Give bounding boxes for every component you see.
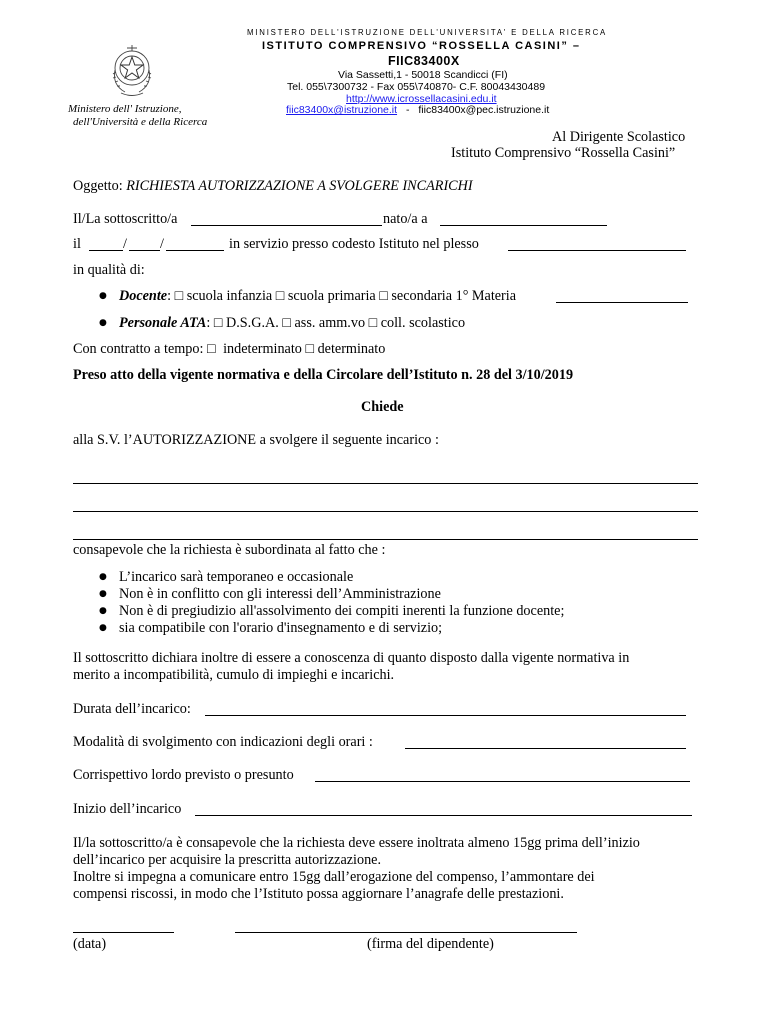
option-ass-amm: ass. amm.vo (294, 315, 366, 331)
ata-row (119, 315, 465, 332)
option-scuola-infanzia: scuola infanzia (186, 288, 273, 304)
school-email-link[interactable]: fiic83400x@istruzione.it (286, 104, 398, 116)
school-email-row (286, 104, 549, 116)
modality-field[interactable] (405, 748, 686, 749)
checkbox-dsga[interactable]: □ (213, 315, 223, 331)
option-coll-scolastico: coll. scolastico (380, 315, 466, 331)
closing-line-2: dell’incarico per acquisire la prescritta autorizzazione. (73, 852, 382, 868)
born-in-label: nato/a a (383, 211, 428, 227)
signature-field[interactable] (235, 932, 577, 933)
checkbox-indeterminato[interactable]: □ (206, 341, 216, 357)
subject-line (73, 178, 473, 195)
logo-caption-2: dell'Università e della Ricerca (73, 116, 208, 128)
chiede-heading: Chiede (361, 399, 404, 415)
school-phone: Tel. 055\7300732 - Fax 055\740870- C.F. 80043430489 (287, 81, 546, 93)
school-address: Via Sassetti,1 - 50018 Scandicci (FI) (338, 69, 508, 81)
docente-label: Docente (119, 288, 168, 304)
authorization-text: alla S.V. l’AUTORIZZAZIONE a svolgere il seguente incarico : (73, 432, 439, 448)
birth-year-field[interactable] (166, 250, 224, 251)
option-dsga: D.S.G.A. (226, 315, 279, 331)
assignment-line-2[interactable] (73, 511, 698, 512)
school-code: FIIC83400X (388, 54, 460, 68)
birth-day-field[interactable] (89, 250, 123, 251)
assignment-line-3[interactable] (73, 539, 698, 540)
school-site-field[interactable] (508, 250, 686, 251)
checkbox-determinato[interactable]: □ (305, 341, 315, 357)
checkbox-scuola-primaria[interactable]: □ (275, 288, 285, 304)
awareness-intro: consapevole che la richiesta è subordinata al fatto che : (73, 542, 386, 558)
ministry-emblem (107, 40, 157, 100)
materia-field[interactable] (556, 302, 688, 303)
date-separator-1: / (123, 236, 127, 252)
option-scuola-primaria: scuola primaria (287, 288, 376, 304)
undersigned-label: Il/La sottoscritto/a (73, 211, 178, 227)
regulation-statement: Preso atto della vigente normativa e della Circolare dell’Istituto n. 28 del 3/10/2019 (73, 367, 574, 383)
school-website-link[interactable]: http://www.icrossellacasini.edu.it (346, 93, 497, 105)
date-separator-2: / (160, 236, 164, 252)
ata-colon: : (206, 315, 211, 331)
option-secondaria: secondaria 1° Materia (391, 288, 517, 304)
option-indeterminato: indeterminato (223, 341, 302, 357)
duration-field[interactable] (205, 715, 686, 716)
docente-colon: : (167, 288, 172, 304)
closing-line-1: Il/la sottoscritto/a è consapevole che la richiesta deve essere inoltrata almeno 15gg prima dell’inizio (73, 835, 640, 851)
awareness-item: Non è in conflitto con gli interessi dell’Amministrazione (119, 586, 441, 602)
bullet-icon: ● (99, 606, 107, 616)
in-service-label: in servizio presso codesto Istituto nel plesso (229, 236, 479, 252)
bullet-icon: ● (99, 589, 107, 599)
subject-text: RICHIESTA AUTORIZZAZIONE A SVOLGERE INCARICHI (126, 178, 473, 194)
checkbox-secondaria[interactable]: □ (379, 288, 388, 304)
ministry-line: MINISTERO DELL'ISTRUZIONE DELL'UNIVERSITA' E DELLA RICERCA (247, 28, 608, 37)
start-field[interactable] (195, 815, 692, 816)
bullet-icon: ● (99, 572, 107, 582)
birth-date-label: il (73, 236, 81, 252)
ata-label: Personale ATA (119, 315, 207, 331)
assignment-line-1[interactable] (73, 483, 698, 484)
modality-label: Modalità di svolgimento con indicazioni degli orari : (73, 734, 373, 750)
fee-label: Corrispettivo lordo previsto o presunto (73, 767, 294, 783)
declaration-line-2: merito a incompatibilità, cumulo di impieghi e incarichi. (73, 667, 395, 683)
closing-line-3: Inoltre si impegna a comunicare entro 15gg dall’erogazione del compenso, l’ammontare dei (73, 869, 595, 885)
subject-label: Oggetto: (73, 178, 123, 194)
declaration-line-1: Il sottoscritto dichiara inoltre di essere a conoscenza di quanto disposto dalla vigente normativa in (73, 650, 630, 666)
recipient-line-2: Istituto Comprensivo “Rossella Casini” (451, 145, 676, 161)
option-determinato: determinato (317, 341, 386, 357)
awareness-item: Non è di pregiudizio all'assolvimento dei compiti inerenti la funzione docente; (119, 603, 565, 619)
school-name: ISTITUTO COMPRENSIVO “ROSSELLA CASINI” – (262, 40, 581, 52)
start-label: Inizio dell’incarico (73, 801, 182, 817)
contract-row (73, 341, 385, 358)
closing-line-4: compensi riscossi, in modo che l’Istituto possa aggiornare l’anagrafe delle prestazioni. (73, 886, 564, 902)
checkbox-ass-amm[interactable]: □ (282, 315, 291, 331)
contract-label: Con contratto a tempo: (73, 341, 204, 357)
signature-label: (firma del dipendente) (367, 936, 494, 952)
undersigned-field[interactable] (191, 225, 382, 226)
checkbox-coll-scolastico[interactable]: □ (368, 315, 378, 331)
recipient-line-1: Al Dirigente Scolastico (552, 129, 686, 145)
duration-label: Durata dell’incarico: (73, 701, 191, 717)
docente-row (119, 288, 516, 305)
bullet-icon: ● (99, 623, 107, 633)
date-label: (data) (73, 936, 107, 952)
awareness-item: sia compatibile con l'orario d'insegnamento e di servizio; (119, 620, 443, 636)
bullet-icon: ● (99, 291, 107, 301)
date-field[interactable] (73, 932, 174, 933)
bullet-icon: ● (99, 318, 107, 328)
checkbox-scuola-infanzia[interactable]: □ (174, 288, 184, 304)
email-separator: - (405, 104, 410, 116)
birth-month-field[interactable] (129, 250, 160, 251)
born-in-field[interactable] (440, 225, 607, 226)
role-label: in qualità di: (73, 262, 145, 278)
school-pec: fiic83400x@pec.istruzione.it (418, 104, 550, 116)
fee-field[interactable] (315, 781, 690, 782)
logo-caption-1: Ministero dell' Istruzione, (68, 103, 182, 115)
awareness-item: L’incarico sarà temporaneo e occasionale (119, 569, 354, 585)
